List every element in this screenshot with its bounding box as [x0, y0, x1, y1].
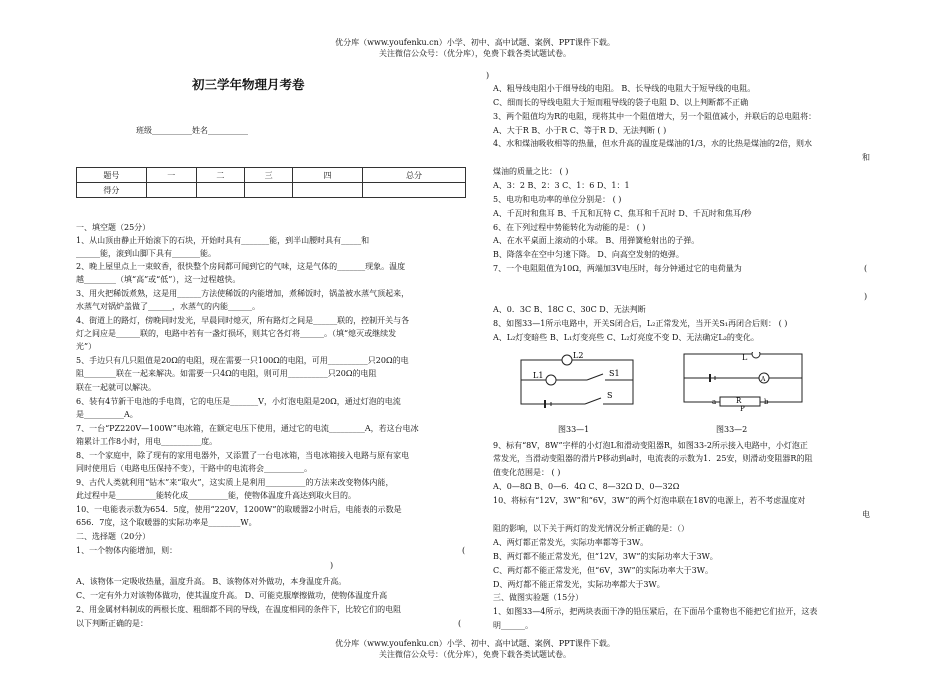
right-line: 5、电功和电功率的单位分别是： ( ) [493, 195, 622, 204]
exam-title: 初三学年物理月考卷 [192, 77, 305, 92]
fig1-caption: 图33—1 [558, 425, 590, 434]
left-line: 4、街道上的路灯，傍晚同时发光，早晨同时熄灭，所有路灯之间是______联的，控制开关与各 [76, 316, 410, 325]
right-line: A、在水平桌面上滚动的小球。 B、用弹簧枪射出的子弹。 [493, 236, 700, 245]
right-line: 煤油的质量之比： ( ) [493, 167, 569, 176]
left-line: 5、手边只有几只阻值是20Ω的电阻，现在需要一只100Ω的电阻，可用__________只20Ω的电 [76, 356, 409, 365]
left-line: ______能，滚到山脚下具有_______能。 [76, 249, 216, 258]
score-table [76, 167, 466, 198]
left-line: 二、选择题（20分） [76, 532, 151, 541]
score-cell [293, 183, 363, 198]
right-line: 值变化范围是： ( ) [493, 468, 561, 477]
right-line: 明______。 [493, 621, 533, 630]
right-line: C、细而长的导线电阻大于短而粗导线的袋子电阻 D、以上判断都不正确 [493, 98, 749, 107]
right-line: 和 [862, 153, 870, 162]
score-cell [362, 183, 465, 198]
left-line: 2、晚上屋里点上一束蚊香，很快整个房间都可闻到它的气味，这是气体的_______现象。温度 [76, 262, 406, 271]
fig1-switch-S1-gap [587, 376, 605, 384]
right-line: 3、两个阻值均为R的电阻，现将其中一个阻值增大，另一个阻值减小，并联后的总电阻将： [493, 112, 817, 121]
score-head-cell: 三 [245, 168, 293, 183]
left-line: 水蒸气对锅炉盖做了______，水蒸气的内能______。 [76, 302, 260, 311]
right-line: D、两灯都不能正常发光，实际功率都大于3W。 [493, 580, 665, 589]
fig2-label-A: A [761, 376, 766, 383]
right-line: 9、标有“8V，8W”字样的小灯泡L和滑动变阻器R，如图33-2所示接入电路中，小灯泡正 [493, 441, 808, 450]
footer-line-1: 优分库（www.youfenku.cn）小学、初中、高中试题、案例、PPT课件下载。 [335, 639, 615, 648]
right-line: 电 [862, 510, 870, 519]
right-line: 常发光，当滑动变阻器的滑片P移动到a时，电流表的示数为1．25安，则滑动变阻器R的阻 [493, 454, 813, 463]
left-line: ( [458, 619, 462, 628]
header-line-2: 关注微信公众号：（优分库），免费下载各类试题试卷。 [379, 49, 571, 58]
score-head-cell: 题号 [77, 168, 147, 183]
right-line: B、降落伞在空中匀速下降。 D、向高空发射的炮弹。 [493, 250, 684, 259]
right-line: 阻的影响，以下关于两灯的发光情况分析正确的是：（） [493, 524, 689, 533]
left-line: 越________（填“高”或“低”），这一过程越快。 [76, 275, 241, 284]
left-line: 是__________A。 [76, 410, 138, 419]
fig1-wire-loop [521, 360, 633, 404]
left-line: ) [330, 561, 334, 570]
left-line: 7、一台“PZ220V—100W”电冰箱，在额定电压下使用，通过它的电流_________A，若这台电冰 [76, 424, 419, 433]
right-line: A、3：2 B、2：3 C、1：6 D、1：1 [493, 181, 630, 190]
left-line: 同时使用后（电路电压保持不变），干路中的电流将会__________。 [76, 464, 312, 473]
fig2-caption: 图33—2 [716, 425, 748, 434]
score-cell [245, 183, 293, 198]
fig1-lamp-L1 [546, 375, 556, 385]
score-table-row [77, 183, 466, 198]
score-cell [146, 183, 196, 198]
fig2-label-P: P [740, 405, 745, 412]
right-line: A、千瓦时和焦耳 B、千瓦和瓦特 C、焦耳和千瓦时 D、千瓦时和焦耳/秒 [493, 209, 752, 218]
left-line: 阻________联在一起来解决。如需要一只4Ω的电阻，则可用__________只20Ω的电阻 [76, 369, 377, 378]
score-head-cell: 总分 [362, 168, 465, 183]
left-line: 2、用金属材料制成的两根长度、粗细都不同的导线，在温度相同的条件下，比较它们的电阻 [76, 605, 402, 614]
fig1-label-S1: S1 [609, 369, 620, 378]
fig2-lamp [752, 352, 760, 358]
right-line: 10、将标有“12V，3W”和“6V，3W”的两个灯泡串联在18V的电源上，若不考虑温度对 [493, 496, 806, 505]
score-row-label: 得分 [77, 183, 147, 198]
right-line: A、大于R B、小于R C、等于R D、无法判断 ( ) [493, 126, 667, 135]
fig1-label-S: S [607, 391, 613, 400]
right-line: 7、一个电阻阻值为10Ω，两端加3V电压时，每分钟通过它的电荷量为 [493, 264, 742, 273]
right-line: ) [864, 292, 868, 301]
left-line: 656．7度，这个取暖器的实际功率是________W。 [76, 518, 257, 527]
fig2-label-L: L [742, 353, 748, 362]
fig2-label-a: a [712, 398, 717, 406]
right-line: C、两灯都不能正常发光，但“6V，3W”的实际功率大于3W。 [493, 566, 713, 575]
left-line: 此过程中是__________能转化成__________能，使物体温度升高达到取火目的。 [76, 491, 356, 500]
right-line: 三、做图实验题（15分） [493, 593, 584, 602]
page-header [0, 37, 950, 59]
left-line: 9、古代人类就利用“钻木”来“取火”，这实质上是利用__________的方法来改变物体内能， [76, 478, 394, 487]
header-line-1: 优分库（www.youfenku.cn）小学、初中、高中试题、案例、PPT课件下载。 [335, 38, 615, 47]
right-line: A、0．3C B、18C C、30C D、无法判断 [493, 305, 646, 314]
left-line: 灯之间应是______联的，电路中若有一盏灯损坏，则其它各灯将______。（填“熄灭或继续发 [76, 329, 397, 338]
fig1-label-L2: L2 [573, 351, 584, 360]
fig2-label-R: R [736, 397, 742, 405]
left-line: 一、填空题（25分） [76, 223, 151, 232]
left-line: A、该物体一定吸收热量，温度升高。 B、该物体对外做功，本身温度升高。 [76, 577, 347, 586]
left-line: 以下判断正确的是： [76, 619, 148, 628]
right-line: ) [486, 71, 490, 80]
right-line: A、两灯都正常发光，实际功率都等于3W。 [493, 538, 649, 547]
right-line: 6、在下列过程中势能转化为动能的是： ( ) [493, 223, 646, 232]
left-line: 10、一电能表示数为654．5度，使用“220V，1200W”的取暖器2小时后，电能表的示数是 [76, 505, 402, 514]
fig1-switch-S-gap [585, 400, 603, 408]
score-cell [196, 183, 244, 198]
right-line: B、两灯都不能正常发光，但“12V，3W”的实际功率大于3W。 [493, 552, 718, 561]
fig1-lamp-L2 [562, 355, 572, 365]
right-line: ( [864, 264, 868, 273]
right-line: 8、如图33—1所示电路中，开关S闭合后，L₂正常发光，当开关S₁再闭合后则： ( ) [493, 319, 788, 328]
left-line: 1、从山顶由静止开始滚下的石块，开始时具有_______能，到半山腰时具有_____和 [76, 236, 370, 245]
left-line: 箱累计工作8小时，用电__________度。 [76, 437, 218, 446]
score-head-cell: 四 [293, 168, 363, 183]
left-line: C、一定有外力对该物体做功，使其温度升高。 D、可能克服摩擦做功，使物体温度升高 [76, 591, 388, 600]
circuit-figure-33-1 [515, 350, 645, 414]
footer-line-2: 关注微信公众号：（优分库），免费下载各类试题试卷。 [379, 650, 571, 659]
right-line: 1、如图33—4所示，把两块表面干净的铅压紧后，在下面吊个重物也不能把它们拉开，这表 [493, 607, 818, 616]
left-line: 8、一个家庭中，除了现有的家用电器外，又添置了一台电冰箱，当电冰箱接入电路与原有家电 [76, 451, 410, 460]
circuit-figure-33-2 [680, 352, 810, 412]
right-line: A、0—8Ω B、0—6．4Ω C、8—32Ω D、0—32Ω [493, 482, 680, 491]
left-line: 联在一起就可以解决。 [76, 383, 156, 392]
left-line: 3、用火把稀饭煮熟，这是用______方法使稀饭的内能增加，煮稀饭时，锅盖被水蒸气顶起来， [76, 289, 410, 298]
class-name-line: 班级__________姓名__________ [136, 126, 248, 135]
score-head-cell: 一 [146, 168, 196, 183]
left-line: 光”） [76, 342, 97, 351]
q1-paren-open: ( [462, 546, 466, 555]
page-footer [0, 638, 950, 660]
right-line: A、L₂灯变暗些 B、L₁灯变亮些 C、L₂灯亮度不变 D、无法确定L₂的变化。 [493, 333, 759, 342]
right-line: A、粗导线电阻小于细导线的电阻。 B、长导线的电阻大于短导线的电阻。 [493, 84, 756, 93]
left-line: 6、装有4节新干电池的手电筒，它的电压是_______V，小灯泡电阻是20Ω，通过灯泡的电流 [76, 397, 401, 406]
fig1-label-L1: L1 [533, 371, 544, 380]
fig2-label-b: b [764, 398, 769, 406]
left-line: 1、一个物体内能增加，则： [76, 546, 178, 555]
score-table-head-row [77, 168, 466, 183]
right-line: 4、水和煤油吸收相等的热量，但水升高的温度是煤油的1/3，水的比热是煤油的2倍，则水 [493, 139, 813, 148]
score-head-cell: 二 [196, 168, 244, 183]
